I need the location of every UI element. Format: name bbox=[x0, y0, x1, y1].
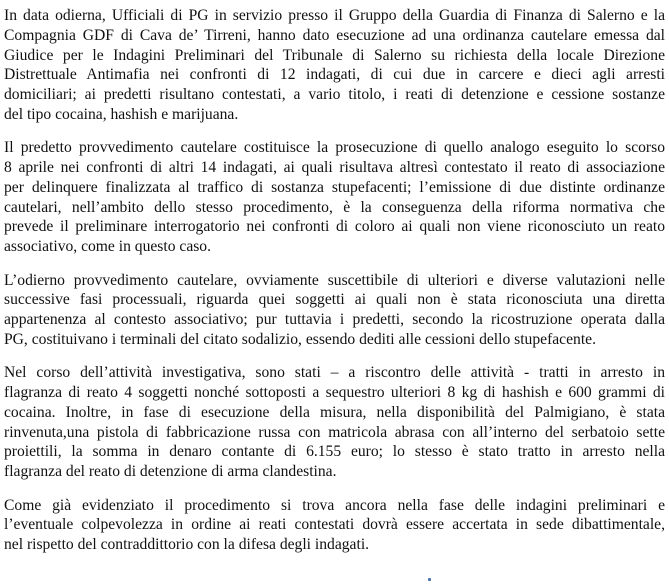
text-line: per delinquere finalizzata al traffico di sostanza stupefacenti; l’emissione di due distinte ordinanze bbox=[4, 178, 665, 196]
text-line: Giudice per le Indagini Preliminari del Tribunale di Salerno su richiesta della locale Direzione bbox=[4, 46, 665, 64]
paragraph-4 bbox=[4, 363, 665, 482]
text-line: Compagnia GDF di Cava de’ Tirreni, hanno dato esecuzione ad una ordinanza cautelare emessa dal bbox=[4, 26, 665, 44]
text-line: PG, costituivano i terminali del citato sodalizio, essendo dediti alle cessioni dello stupefacente. bbox=[4, 330, 596, 348]
text-line: flagranza del reato di detenzione di arma clandestina. bbox=[4, 463, 337, 481]
text-line: rinvenuta,una pistola di fabbricazione russa con matricola abrasa con all’interno del serbatoio sette bbox=[4, 423, 665, 441]
text-line: nel rispetto del contraddittorio con la difesa degli indagati. bbox=[4, 536, 370, 554]
paragraph-1 bbox=[4, 6, 665, 125]
paragraph-5 bbox=[4, 496, 665, 555]
text-line: flagranza di reato 4 soggetti nonché sottoposti a sequestro ulteriori 8 kg di hashish e 600 grammi di bbox=[4, 384, 665, 402]
paragraph-3 bbox=[4, 271, 665, 350]
text-line: Il predetto provvedimento cautelare costituisce la prosecuzione di quello analogo eseguito lo scorso bbox=[4, 139, 665, 157]
text-line: Distrettuale Antimafia nei confronti di 12 indagati, di cui due in carcere e dieci agli arresti bbox=[4, 66, 665, 84]
text-line: associativo, come in questo caso. bbox=[4, 238, 211, 256]
text-line: L’odierno provvedimento cautelare, ovviamente suscettibile di ulteriori e diverse valutazioni nelle bbox=[4, 271, 665, 289]
document-body bbox=[4, 6, 665, 568]
text-line: Nel corso dell’attività investigativa, sono stati – a riscontro delle attività - tratti in arresto in bbox=[4, 364, 665, 382]
text-line: del tipo cocaina, hashish e marijuana. bbox=[4, 105, 239, 123]
text-line: domiciliari; ai predetti risultano contestati, a vario titolo, i reati di detenzione e cessione sostanze bbox=[4, 86, 665, 104]
paragraph-2 bbox=[4, 138, 665, 257]
text-line: 8 aprile nei confronti di altri 14 indagati, ai quali risultava altresì contestato il reato di associazione bbox=[4, 159, 665, 177]
text-line: In data odierna, Ufficiali di PG in servizio presso il Gruppo della Guardia di Finanza di Salerno e la bbox=[4, 7, 665, 24]
text-line: Come già evidenziato il procedimento si trova ancora nella fase delle indagini preliminari e bbox=[4, 496, 665, 514]
text-line: successive fasi processuali, riguarda quei soggetti ai quali non è stata riconosciuta una diretta bbox=[4, 291, 665, 309]
text-line: appartenenza al contesto associativo; pur tuttavia i predetti, secondo la ricostruzione operata dalla bbox=[4, 311, 665, 329]
text-line: cautelari, nell’ambito dello stesso procedimento, è la conseguenza della riforma normativa che bbox=[4, 198, 665, 216]
text-line: cocaina. Inoltre, in fase di esecuzione della misura, nella disponibilità del Palmigiano, è stata bbox=[4, 403, 665, 421]
text-line: l’eventuale colpevolezza in ordine ai reati contestati dovrà essere accertata in sede dibattimentale, bbox=[4, 516, 665, 534]
cursor-mark bbox=[428, 578, 431, 581]
text-line: proiettili, la somma in denaro contante di 6.155 euro; lo stesso è stato tratto in arresto nella bbox=[4, 443, 665, 461]
text-line: prevede il preliminare interrogatorio nei confronti di coloro ai quali non viene riconosciuto un reato bbox=[4, 218, 665, 236]
